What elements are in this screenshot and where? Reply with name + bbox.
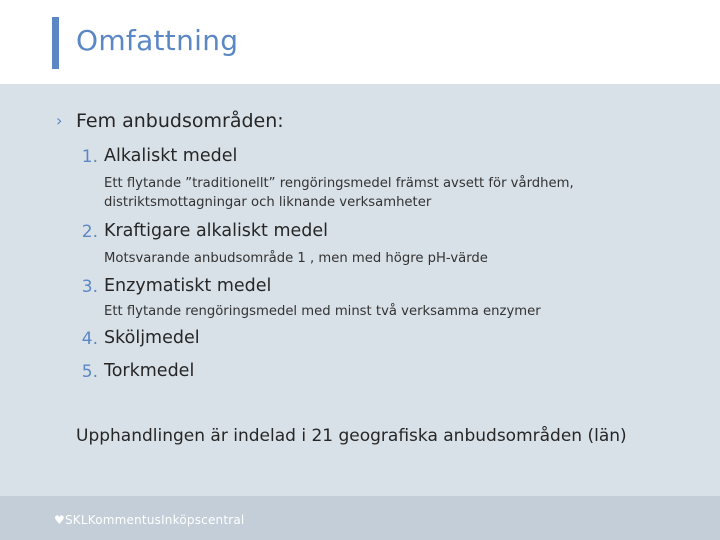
footer-logo: ♥SKLKommentusInköpscentral [54, 513, 245, 527]
description-line: Ett flytande rengöringsmedel med minst två verksamma enzymer [104, 304, 541, 319]
list-number: 4. [81, 329, 98, 349]
list-number: 5. [81, 362, 98, 382]
title-accent-bar [52, 17, 59, 69]
description-line: Motsvarande anbudsområde 1 , men med högre pH-värde [104, 251, 488, 266]
title-bar [0, 0, 720, 84]
list-item: Alkaliskt medel [104, 146, 238, 166]
list-item: Sköljmedel [104, 328, 200, 348]
list-item: Torkmedel [104, 361, 195, 381]
list-item-description [104, 302, 664, 321]
list-item-description [104, 174, 664, 212]
list-number: 2. [81, 222, 98, 242]
description-line: distriktsmottagningar och liknande verksamheter [104, 195, 432, 210]
list-item-description [104, 249, 664, 268]
chevron-right-icon: › [56, 111, 63, 130]
list-item: Enzymatiskt medel [104, 276, 272, 296]
summary-text: Upphandlingen är indelad i 21 geografiska anbudsområden (län) [76, 426, 627, 446]
list-number: 3. [81, 277, 98, 297]
lead-text: Fem anbudsområden: [76, 110, 284, 132]
description-line: Ett flytande ”traditionellt” rengöringsmedel främst avsett för vårdhem, [104, 176, 574, 191]
list-number: 1. [81, 147, 98, 167]
list-item: Kraftigare alkaliskt medel [104, 221, 329, 241]
slide-title: Omfattning [76, 24, 239, 57]
